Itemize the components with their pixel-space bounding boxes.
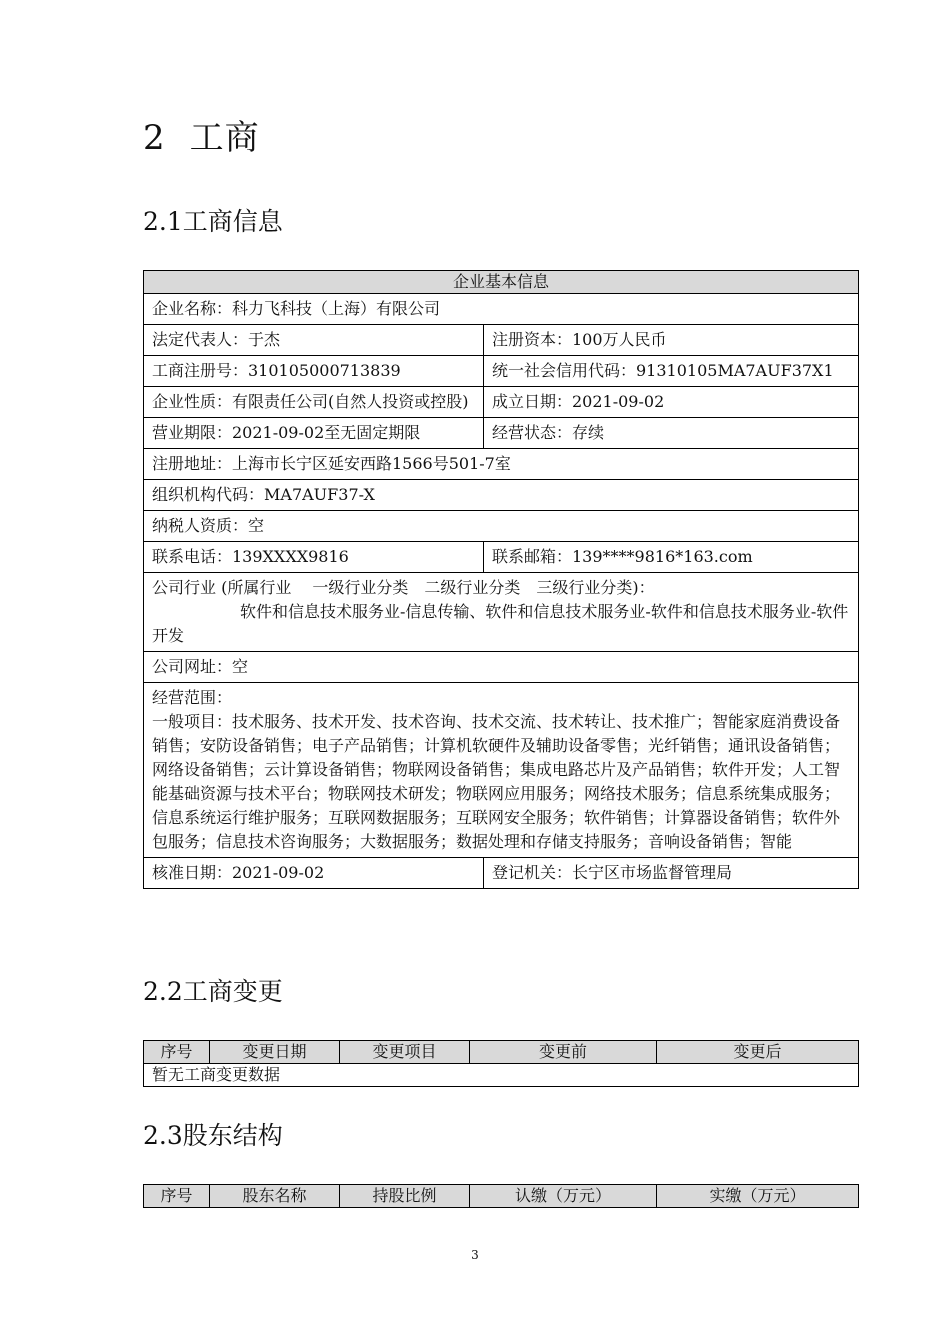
column-header: 持股比例 <box>340 1185 470 1208</box>
column-header: 变更项目 <box>340 1041 470 1064</box>
credit-code: 统一社会信用代码：91310105MA7AUF37X1 <box>484 356 859 387</box>
column-header: 序号 <box>144 1041 210 1064</box>
industry-label: 公司行业 (所属行业 一级行业分类 二级行业分类 三级行业分类)： <box>152 578 655 597</box>
section-number: 2 <box>143 118 166 158</box>
business-scope-cell <box>144 683 859 858</box>
table-header-row <box>144 1041 859 1064</box>
registration-authority: 登记机关：长宁区市场监督管理局 <box>484 858 859 889</box>
subsection-heading-shareholders: 2.3股东结构 <box>143 1121 283 1150</box>
subsection-heading-info: 2.1工商信息 <box>143 207 283 236</box>
column-header: 变更日期 <box>210 1041 340 1064</box>
empty-changes-message: 暂无工商变更数据 <box>144 1064 859 1087</box>
column-header: 实缴（万元） <box>657 1185 859 1208</box>
table-header-row <box>144 1185 859 1208</box>
section-title: 工商 <box>189 118 260 158</box>
enterprise-type: 企业性质：有限责任公司(自然人投资或控股) <box>144 387 484 418</box>
subsection-heading-changes: 2.2工商变更 <box>143 977 283 1006</box>
approval-date: 核准日期：2021-09-02 <box>144 858 484 889</box>
column-header: 序号 <box>144 1185 210 1208</box>
registration-number: 工商注册号：310105000713839 <box>144 356 484 387</box>
company-website: 公司网址：空 <box>144 652 859 683</box>
registered-capital: 注册资本：100万人民币 <box>484 325 859 356</box>
business-info-table <box>143 270 859 889</box>
contact-phone: 联系电话：139XXXX9816 <box>144 542 484 573</box>
shareholders-table <box>143 1184 859 1208</box>
business-scope-value: 一般项目：技术服务、技术开发、技术咨询、技术交流、技术转让、技术推广；智能家庭消费设备销售；安防设备销售；电子产品销售；计算机软硬件及辅助设备零售；光纤销售；通讯设备销售；网络设备销售；云计算设备销售；物联网设备销售；集成电路芯片及产品销售；软件开发；人工智能基础资源与技术平台；物联网技术研发；物联网应用服务；网络技术服务；信息系统集成服务；信息系统运行维护服务；互联网数据服务；互联网安全服务；软件销售；计算器设备销售；软件外包服务；信息技术咨询服务；大数据服务；数据处理和存储支持服务；音响设备销售；智能 <box>152 712 841 851</box>
industry-cell <box>144 573 859 652</box>
organization-code: 组织机构代码：MA7AUF37-X <box>144 480 859 511</box>
business-status: 经营状态：存续 <box>484 418 859 449</box>
industry-value: 软件和信息技术服务业-信息传输、软件和信息技术服务业-软件和信息技术服务业-软件开发 <box>152 602 849 645</box>
company-name: 企业名称：科力飞科技（上海）有限公司 <box>144 294 859 325</box>
column-header: 变更前 <box>470 1041 657 1064</box>
founded-date: 成立日期：2021-09-02 <box>484 387 859 418</box>
contact-email: 联系邮箱：139****9816*163.com <box>484 542 859 573</box>
legal-representative: 法定代表人：于杰 <box>144 325 484 356</box>
table-header: 企业基本信息 <box>144 271 859 294</box>
registered-address: 注册地址：上海市长宁区延安西路1566号501-7室 <box>144 449 859 480</box>
column-header: 股东名称 <box>210 1185 340 1208</box>
business-scope-label: 经营范围： <box>152 688 233 707</box>
column-header: 认缴（万元） <box>470 1185 657 1208</box>
business-term: 营业期限：2021-09-02至无固定期限 <box>144 418 484 449</box>
page-number: 3 <box>471 1248 479 1262</box>
business-changes-table <box>143 1040 859 1087</box>
section-heading <box>143 110 260 159</box>
column-header: 变更后 <box>657 1041 859 1064</box>
taxpayer-qualification: 纳税人资质：空 <box>144 511 859 542</box>
